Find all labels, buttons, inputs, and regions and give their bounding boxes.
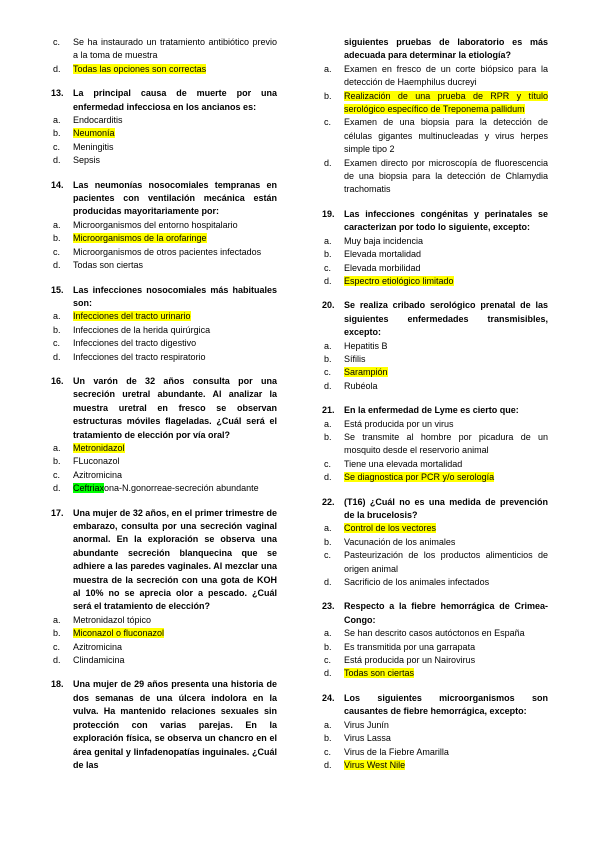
answer-option (51, 442, 277, 455)
answer-option (51, 469, 277, 482)
option-label: Microorganismos de otros pacientes infectados (73, 246, 262, 257)
question-text: Respecto a la fiebre hemorrágica de Crimea-Congo: (344, 601, 548, 625)
question-number: 24. (322, 692, 335, 703)
question-text: Un varón de 32 años consulta por una secreción uretral abundante. Al analizar la muestra uretral en fresco se observan estructuras móviles flageladas. ¿Cuál será el tratamiento de elección por vía oral? (73, 375, 277, 440)
option-label: Meningitis (73, 141, 114, 152)
option-label: Se han descrito casos autóctonos en España (344, 628, 525, 639)
highlighted-answer: Metronidazol (73, 442, 125, 453)
option-letter: a. (324, 719, 332, 730)
left-column (51, 36, 277, 783)
option-letter: b. (324, 733, 332, 744)
option-text (73, 641, 277, 654)
option-label: Azitromicina (73, 641, 123, 652)
question-stem (322, 404, 548, 417)
option-label: Es transmitida por una garrapata (344, 641, 476, 652)
option-label: Sífilis (344, 353, 366, 364)
option-label: FLuconazol (73, 456, 120, 467)
question-stem (51, 87, 277, 114)
option-text (73, 36, 277, 63)
question-number: 17. (51, 507, 64, 518)
option-letter: c. (324, 550, 332, 561)
option-label: Examen directo por microscopía de fluorescencia de una biopsia para la detección de Chlamydia trachomatis (344, 157, 548, 195)
option-label: Infecciones del tracto respiratorio (73, 351, 206, 362)
option-text (73, 63, 277, 76)
option-text (344, 746, 548, 759)
answer-option (322, 353, 548, 366)
question-number: 15. (51, 284, 64, 295)
answer-option (322, 418, 548, 431)
highlighted-fragment: Ceftriax (73, 483, 105, 494)
question (51, 375, 277, 496)
highlighted-answer: Neumonía (73, 128, 115, 139)
option-letter: b. (53, 233, 61, 244)
answer-option (322, 576, 548, 589)
option-text (344, 157, 548, 197)
option-label: Tiene una elevada mortalidad (344, 458, 463, 469)
option-letter: a. (324, 235, 332, 246)
option-letter: c. (53, 37, 61, 47)
question-text: (T16) ¿Cuál no es una medida de prevención de la brucelosis? (344, 496, 548, 520)
option-text (73, 455, 277, 468)
option-text (344, 262, 548, 275)
answer-option (322, 340, 548, 353)
option-letter: b. (324, 536, 332, 547)
option-text (73, 337, 277, 350)
answer-option (322, 667, 548, 680)
option-letter: b. (53, 628, 61, 639)
option-text (344, 719, 548, 732)
question-stem-continuation: siguientes pruebas de laboratorio es más adecuada para determinar la etiología? (344, 37, 548, 61)
question (51, 678, 277, 772)
answer-option (51, 219, 277, 232)
answer-option (322, 275, 548, 288)
answer-option (51, 114, 277, 127)
option-label: Virus Lassa (344, 733, 391, 744)
option-text (73, 114, 277, 127)
option-text (73, 324, 277, 337)
answer-option (322, 63, 548, 90)
option-letter: a. (324, 340, 332, 351)
option-text (73, 127, 277, 140)
option-text (344, 248, 548, 261)
option-label: Todas son ciertas (73, 260, 144, 271)
option-list (322, 63, 548, 197)
answer-option (322, 522, 548, 535)
question-number: 20. (322, 300, 335, 311)
option-text (73, 259, 277, 272)
option-text (73, 654, 277, 667)
highlighted-answer: Miconazol o fluconazol (73, 628, 165, 639)
question (322, 299, 548, 393)
answer-option (51, 641, 277, 654)
option-text (344, 522, 548, 535)
answer-option (322, 431, 548, 458)
answer-option (322, 90, 548, 117)
option-label: Examen en fresco de un corte biópsico para la detección de Haemphilus ducreyi (344, 63, 548, 88)
option-label: Elevada mortalidad (344, 249, 422, 260)
option-letter: d. (324, 668, 332, 679)
answer-option (51, 455, 277, 468)
option-letter: a. (324, 523, 332, 534)
option-text (344, 380, 548, 393)
option-letter: c. (53, 641, 61, 652)
answer-option (322, 235, 548, 248)
answer-option (322, 746, 548, 759)
question-number: 16. (51, 375, 64, 386)
question-number: 23. (322, 601, 335, 612)
option-text (344, 732, 548, 745)
answer-option (51, 232, 277, 245)
highlighted-answer: Sarampión (344, 367, 388, 378)
highlighted-answer: Realización de una prueba de RPR y título serológico específico de Treponema pallidum (344, 90, 548, 115)
option-text-rest: ona-N.gonorreae-secreción abundante (104, 483, 259, 494)
question-list (322, 208, 548, 772)
option-letter: b. (324, 249, 332, 260)
option-text (344, 549, 548, 576)
option-letter: c. (324, 117, 332, 128)
option-label: Azitromicina (73, 469, 123, 480)
option-text (73, 442, 277, 455)
option-text (73, 219, 277, 232)
question-text: Las neumonías nosocomiales tempranas en pacientes con ventilación mecánica están producidas mayoritariamente por: (73, 179, 277, 217)
option-letter: c. (324, 458, 332, 469)
question (322, 208, 548, 288)
question-number: 21. (322, 405, 335, 416)
highlighted-answer: Todas las opciones son correctas (73, 63, 207, 74)
question (322, 496, 548, 590)
option-letter: d. (53, 655, 61, 666)
option-text (73, 351, 277, 364)
question-stem (322, 299, 548, 339)
option-text (344, 654, 548, 667)
question-number: 18. (51, 679, 64, 690)
option-letter: d. (53, 260, 61, 271)
option-label: Examen de una biopsia para la detección de células gigantes multinucleadas y virus herpes simple tipo 2 (344, 117, 548, 155)
option-label: Elevada morbilidad (344, 262, 421, 273)
question-stem (51, 179, 277, 219)
option-label: Se ha instaurado un tratamiento antibiótico previo a la toma de muestra (73, 37, 277, 61)
answer-option (322, 627, 548, 640)
option-text (344, 116, 548, 156)
option-letter: d. (324, 759, 332, 770)
option-letter: d. (324, 157, 332, 168)
question-stem (51, 507, 277, 614)
answer-option (51, 127, 277, 140)
option-label: Endocarditis (73, 115, 123, 126)
option-letter: b. (53, 324, 61, 335)
answer-option (51, 627, 277, 640)
option-label: Clindamicina (73, 655, 125, 666)
question-text: En la enfermedad de Lyme es cierto que: (344, 405, 519, 416)
question-continuation (322, 36, 548, 197)
question (322, 692, 548, 772)
question-text: Los siguientes microorganismos son causantes de fiebre hemorrágica, excepto: (344, 692, 548, 717)
option-letter: d. (53, 155, 61, 166)
option-letter: d. (53, 483, 61, 494)
option-letter: c. (324, 655, 332, 666)
option-text (73, 246, 277, 259)
option-text (344, 536, 548, 549)
option-letter: a. (324, 418, 332, 429)
question-stem (51, 284, 277, 311)
option-letter: c. (53, 141, 61, 152)
option-label: Sepsis (73, 155, 101, 166)
answer-option (51, 310, 277, 323)
question (51, 87, 277, 167)
highlighted-answer: Infecciones del tracto urinario (73, 311, 191, 322)
option-letter: d. (53, 63, 61, 74)
answer-option (322, 262, 548, 275)
answer-option (322, 116, 548, 156)
option-label: Microorganismos del entorno hospitalario (73, 219, 238, 230)
question-text: Las infecciones nosocomiales más habituales son: (73, 284, 277, 308)
answer-option (51, 246, 277, 259)
option-letter: b. (53, 128, 61, 139)
answer-option (322, 759, 548, 772)
option-text (344, 275, 548, 288)
option-text (73, 614, 277, 627)
option-letter: d. (324, 472, 332, 483)
answer-option (51, 654, 277, 667)
option-text (344, 458, 548, 471)
option-text (73, 154, 277, 167)
answer-option (322, 157, 548, 197)
question-number: 14. (51, 179, 64, 190)
answer-option (51, 614, 277, 627)
question-text: La principal causa de muerte por una enfermedad infecciosa en los ancianos es: (73, 88, 277, 112)
answer-option (322, 549, 548, 576)
option-text (73, 141, 277, 154)
option-text (73, 232, 277, 245)
question-stem (51, 375, 277, 442)
right-column (322, 36, 548, 783)
question-number: 13. (51, 88, 64, 99)
highlighted-answer: Control de los vectores (344, 523, 437, 534)
option-label: Está producida por un virus (344, 418, 454, 429)
option-text (344, 431, 548, 458)
option-label: Vacunación de los animales (344, 536, 456, 547)
answer-option (322, 641, 548, 654)
question-stem (322, 600, 548, 627)
option-letter: a. (53, 115, 61, 126)
answer-option (322, 380, 548, 393)
option-label: Muy baja incidencia (344, 235, 424, 246)
question-list (51, 87, 277, 772)
option-text (73, 310, 277, 323)
option-letter: d. (324, 380, 332, 391)
question-number: 22. (322, 496, 335, 507)
option-text (344, 471, 548, 484)
option-text (344, 641, 548, 654)
question-text: Una mujer de 29 años presenta una historia de dos semanas de una úlcera indolora en la vulva. Ha mantenido relaciones sexuales sin protección con varias parejas. En la exploración física, se observa un chancro en el área genital y linfadenopatías inguinales. ¿Cuál de las (73, 679, 277, 770)
highlighted-answer: Todas son ciertas (344, 668, 415, 679)
option-text (73, 482, 277, 495)
option-letter: c. (324, 367, 332, 378)
option-letter: a. (53, 311, 61, 322)
option-text (344, 759, 548, 772)
answer-option (51, 482, 277, 495)
option-text (344, 340, 548, 353)
highlighted-answer: Espectro etiológico limitado (344, 275, 454, 286)
question (51, 507, 277, 668)
answer-option (51, 154, 277, 167)
answer-option (322, 732, 548, 745)
option-letter: a. (324, 63, 332, 74)
answer-option (322, 366, 548, 379)
answer-option (322, 719, 548, 732)
answer-option (51, 141, 277, 154)
option-label: Infecciones del tracto digestivo (73, 338, 197, 349)
option-text (344, 627, 548, 640)
option-letter: b. (53, 456, 61, 467)
answer-option (51, 324, 277, 337)
option-label: Está producida por un Nairovirus (344, 655, 476, 666)
option-label: Se transmite al hombre por picadura de un mosquito desde el reservorio animal (344, 431, 548, 456)
option-letter: b. (324, 641, 332, 652)
option-label: Pasteurización de los productos alimenticios de origen animal (344, 550, 548, 574)
option-text (344, 235, 548, 248)
option-text (344, 63, 548, 90)
option-letter: b. (324, 353, 332, 364)
answer-option (322, 458, 548, 471)
question-text: Una mujer de 32 años, en el primer trimestre de embarazo, consulta por una secreción vaginal anormal. En la exploración se observa una abundante secreción blanquecina que se adhiere a las paredes vaginales. Al mezclar una muestra de la secreción con una gota de KOH al 10% no se aprecia olor a pescado. ¿Cuál será el tratamiento de elección? (73, 507, 277, 612)
question-stem (322, 692, 548, 719)
option-label: Hepatitis B (344, 340, 388, 351)
option-letter: c. (53, 469, 61, 480)
option-letter: a. (53, 442, 61, 453)
option-text (344, 576, 548, 589)
question-continuation (51, 36, 277, 76)
question-stem (322, 496, 548, 523)
question (322, 404, 548, 484)
answer-option (51, 36, 277, 63)
question (51, 284, 277, 364)
option-text (73, 469, 277, 482)
option-letter: b. (324, 431, 332, 442)
option-label: Rubéola (344, 380, 378, 391)
question-text: Se realiza cribado serológico prenatal de las siguientes enfermedades transmisibles, excepto: (344, 300, 548, 338)
option-text (344, 90, 548, 117)
option-letter: a. (53, 219, 61, 230)
answer-option (322, 471, 548, 484)
option-label: Metronidazol tópico (73, 614, 152, 625)
question-text: Las infecciones congénitas y perinatales se caracterizan por todo lo siguiente, excepto: (344, 208, 548, 233)
option-letter: a. (324, 628, 332, 639)
highlighted-answer: Microorganismos de la orofaringe (73, 233, 207, 244)
option-label: Virus de la Fiebre Amarilla (344, 746, 449, 757)
highlighted-answer: Virus West Nile (344, 759, 406, 770)
option-text (344, 366, 548, 379)
option-text (73, 627, 277, 640)
answer-option (322, 248, 548, 261)
option-letter: d. (53, 351, 61, 362)
option-text (344, 667, 548, 680)
answer-option (51, 259, 277, 272)
option-letter: c. (53, 338, 61, 349)
answer-option (51, 63, 277, 76)
option-letter: c. (324, 262, 332, 273)
option-letter: a. (53, 614, 61, 625)
answer-option (51, 337, 277, 350)
option-label: Virus Junín (344, 719, 389, 730)
option-letter: c. (53, 246, 61, 257)
option-label: Sacrificio de los animales infectados (344, 577, 490, 588)
option-letter: c. (324, 746, 332, 757)
option-letter: d. (324, 275, 332, 286)
option-label: Infecciones de la herida quirúrgica (73, 324, 211, 335)
option-text (344, 418, 548, 431)
answer-option (322, 654, 548, 667)
question (51, 179, 277, 273)
question (322, 600, 548, 680)
answer-option (51, 351, 277, 364)
question-number: 19. (322, 208, 335, 219)
option-text (344, 353, 548, 366)
question-stem (51, 678, 277, 772)
answer-option (322, 536, 548, 549)
highlighted-answer: Se diagnostica por PCR y/o serología (344, 472, 495, 483)
option-letter: b. (324, 90, 332, 101)
option-letter: d. (324, 577, 332, 588)
question-stem (322, 208, 548, 235)
